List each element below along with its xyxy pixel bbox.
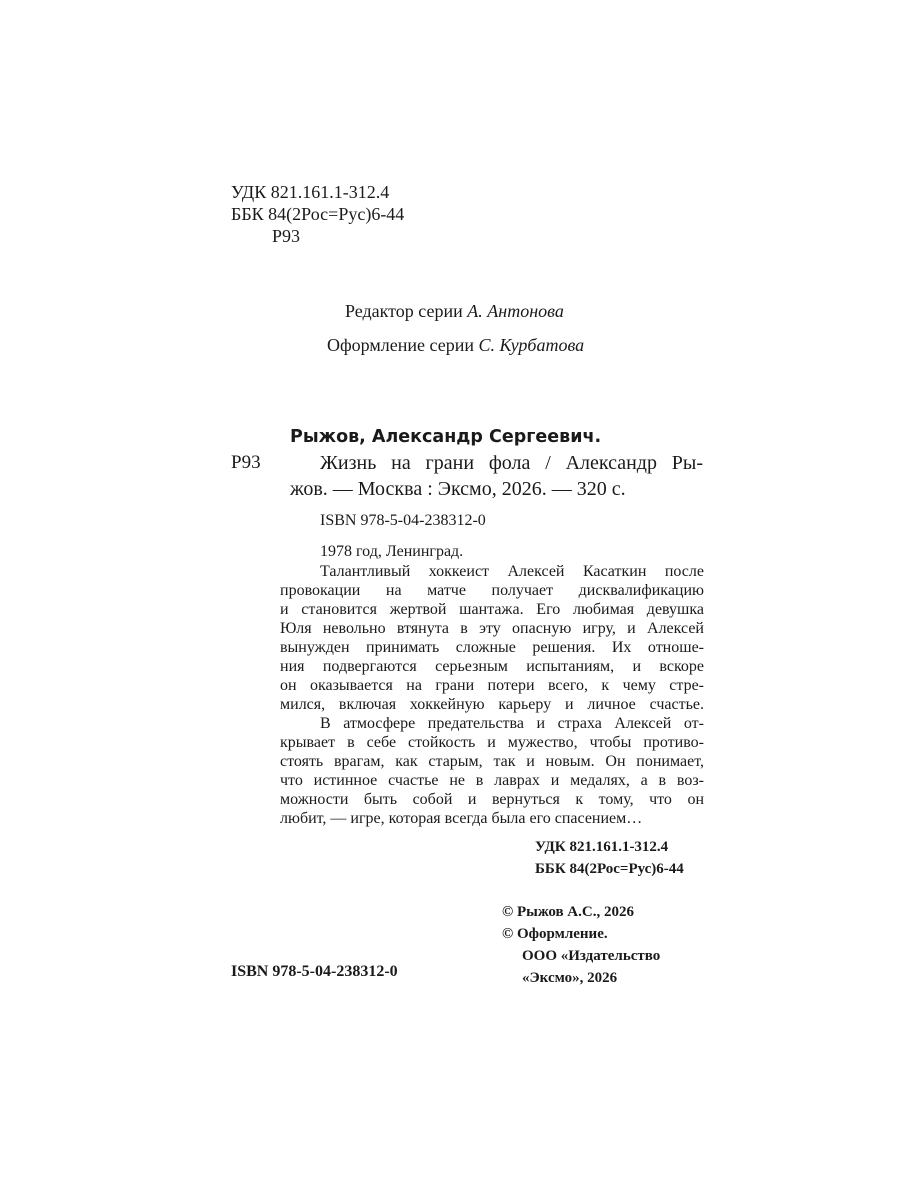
series-design-label: Оформление серии — [327, 335, 474, 355]
classification-block-top — [231, 181, 404, 247]
series-editor-line — [345, 301, 564, 322]
copyright-design-year: «Эксмо», 2026 — [522, 970, 618, 986]
description-line: жов. — Москва : Эксмо, 2026. — 320 с. — [290, 478, 626, 500]
author-heading: Рыжов, Александр Сергеевич. — [290, 427, 602, 447]
description-line: Жизнь на грани фола / Александр Ры- — [320, 452, 703, 474]
abstract-line: любит, — игре, которая всегда была его спасением… — [280, 810, 643, 827]
copyright-design-publisher: ООО «Издательство — [522, 948, 661, 964]
udk-code: УДК 821.161.1-312.4 — [231, 182, 390, 202]
abstract-line: Юля невольно втянута в эту опасную игру, и Алексей — [280, 620, 704, 637]
abstract-line: ния подвергаются серьезным испытаниям, и вскоре — [280, 658, 704, 675]
author-sign-left: Р93 — [231, 452, 261, 473]
series-design-line — [327, 335, 584, 356]
abstract-line: провокации на матче получает дисквалификацию — [280, 582, 704, 599]
abstract-line: крывает в себе стойкость и мужество, чтобы противо- — [280, 734, 704, 751]
copyright-block — [502, 901, 660, 989]
copyright-design: © Оформление. — [502, 926, 608, 942]
abstract-line: что истинное счастье не в лаврах и медалях, а в воз- — [280, 772, 704, 789]
series-editor-label: Редактор серии — [345, 301, 463, 321]
classification-block-bottom — [535, 836, 684, 880]
abstract-line: мился, включая хоккейную карьеру и личное счастье. — [280, 696, 704, 713]
abstract-line: можности быть собой и вернуться к тому, что он — [280, 791, 704, 808]
abstract-setting: 1978 год, Ленинград. — [320, 543, 464, 560]
book-description — [290, 450, 703, 502]
abstract-line: Талантливый хоккеист Алексей Касаткин после — [320, 563, 704, 580]
isbn-footer: ISBN 978-5-04-238312-0 — [231, 963, 398, 980]
copyright-author: © Рыжов А.С., 2026 — [502, 904, 634, 920]
series-editor-name: А. Антонова — [467, 301, 564, 321]
abstract-line: и становится жертвой шантажа. Его любимая девушка — [280, 601, 704, 618]
abstract-line: он оказывается на грани потери всего, к чему стре- — [280, 677, 704, 694]
abstract-line: стоять врагам, как старым, так и новым. Он понимает, — [280, 753, 704, 770]
series-design-name: С. Курбатова — [478, 335, 585, 355]
abstract-line: вынужден принимать сложные решения. Их отноше- — [280, 639, 704, 656]
abstract-paragraph-2 — [280, 714, 704, 828]
isbn-inline: ISBN 978-5-04-238312-0 — [320, 512, 486, 529]
abstract-paragraph-1 — [280, 562, 704, 714]
bbk-code: ББК 84(2Рос=Рус)6-44 — [231, 204, 405, 224]
author-sign: Р93 — [272, 226, 301, 246]
bbk-code-bottom: ББК 84(2Рос=Рус)6-44 — [535, 861, 684, 877]
udk-code-bottom: УДК 821.161.1-312.4 — [535, 839, 669, 855]
abstract-line: В атмосфере предательства и страха Алексей от- — [320, 715, 704, 732]
